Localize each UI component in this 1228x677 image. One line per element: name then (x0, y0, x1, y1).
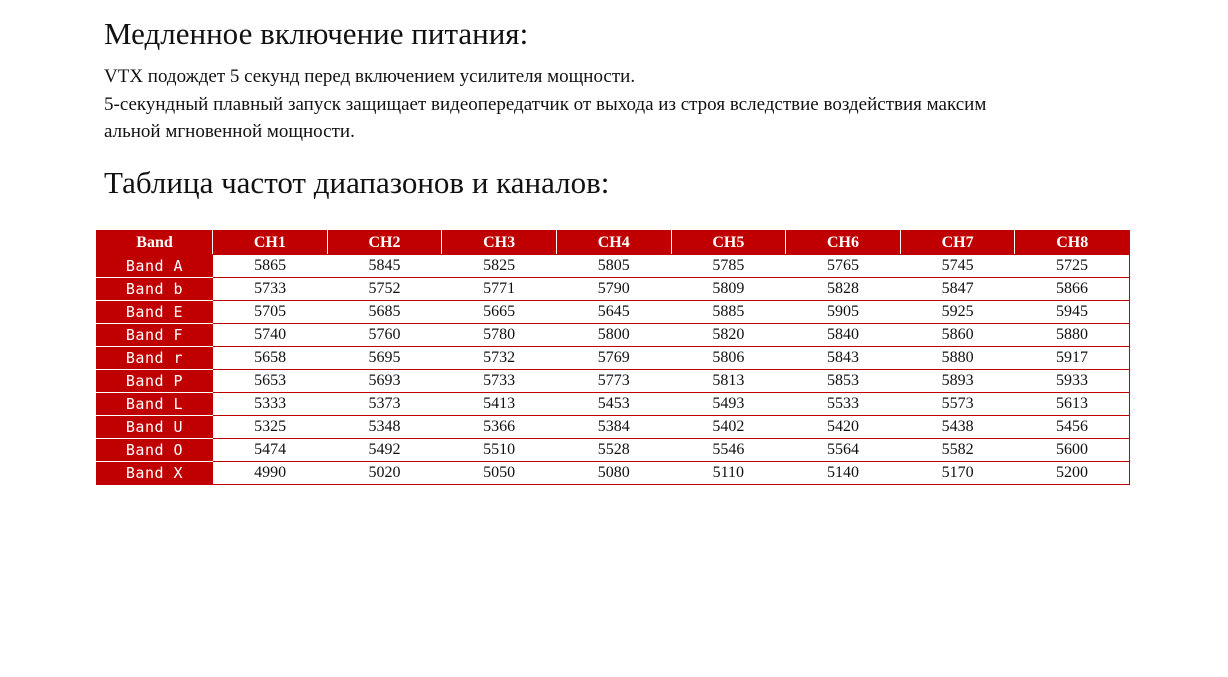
frequency-cell: 5820 (671, 324, 786, 347)
band-label-cell: Band P (97, 370, 213, 393)
frequency-cell: 5546 (671, 439, 786, 462)
frequency-cell: 5917 (1015, 347, 1130, 370)
soft-start-heading: Медленное включение питания: (104, 16, 529, 51)
frequency-table-body (97, 255, 1130, 485)
frequency-cell: 5945 (1015, 301, 1130, 324)
frequency-cell: 5828 (786, 278, 901, 301)
frequency-cell: 5860 (900, 324, 1015, 347)
soft-start-line-1: VTX подождет 5 секунд перед включением усилителя мощности. (104, 66, 636, 87)
frequency-cell: 5893 (900, 370, 1015, 393)
table-row (97, 416, 1130, 439)
frequency-cell: 5765 (786, 255, 901, 278)
frequency-table-heading: Таблица частот диапазонов и каналов: (104, 165, 610, 200)
frequency-table-header (97, 231, 1130, 255)
frequency-cell: 5453 (556, 393, 671, 416)
frequency-cell: 5528 (556, 439, 671, 462)
frequency-cell: 5773 (556, 370, 671, 393)
table-row (97, 347, 1130, 370)
table-row (97, 393, 1130, 416)
table-row (97, 462, 1130, 485)
frequency-cell: 5493 (671, 393, 786, 416)
frequency-cell: 5492 (327, 439, 442, 462)
band-label-cell: Band r (97, 347, 213, 370)
frequency-cell: 5806 (671, 347, 786, 370)
frequency-cell: 5474 (213, 439, 328, 462)
frequency-cell: 5885 (671, 301, 786, 324)
frequency-cell: 5805 (556, 255, 671, 278)
frequency-cell: 5800 (556, 324, 671, 347)
band-label-cell: Band L (97, 393, 213, 416)
band-label-cell: Band F (97, 324, 213, 347)
frequency-cell: 5333 (213, 393, 328, 416)
frequency-cell: 5865 (213, 255, 328, 278)
frequency-cell: 5933 (1015, 370, 1130, 393)
frequency-cell: 5740 (213, 324, 328, 347)
frequency-cell: 5050 (442, 462, 557, 485)
frequency-cell: 5420 (786, 416, 901, 439)
header-cell-ch1: CH1 (213, 231, 328, 255)
band-label-cell: Band O (97, 439, 213, 462)
frequency-cell: 5780 (442, 324, 557, 347)
band-label-cell: Band E (97, 301, 213, 324)
frequency-cell: 5771 (442, 278, 557, 301)
frequency-cell: 5438 (900, 416, 1015, 439)
frequency-cell: 5653 (213, 370, 328, 393)
table-row (97, 301, 1130, 324)
soft-start-line-2: 5-секундный плавный запуск защищает видеопередатчик от выхода из строя вследствие воздействия максим (104, 94, 987, 115)
frequency-cell: 5582 (900, 439, 1015, 462)
header-cell-ch6: CH6 (786, 231, 901, 255)
header-cell-ch5: CH5 (671, 231, 786, 255)
frequency-cell: 5140 (786, 462, 901, 485)
frequency-cell: 5456 (1015, 416, 1130, 439)
frequency-cell: 5840 (786, 324, 901, 347)
frequency-cell: 5366 (442, 416, 557, 439)
frequency-cell: 5866 (1015, 278, 1130, 301)
frequency-cell: 5733 (213, 278, 328, 301)
frequency-cell: 5384 (556, 416, 671, 439)
frequency-cell: 5785 (671, 255, 786, 278)
table-row (97, 324, 1130, 347)
frequency-cell: 5769 (556, 347, 671, 370)
frequency-cell: 5613 (1015, 393, 1130, 416)
frequency-cell: 5600 (1015, 439, 1130, 462)
frequency-cell: 5847 (900, 278, 1015, 301)
header-cell-band: Band (97, 231, 213, 255)
band-label-cell: Band U (97, 416, 213, 439)
header-cell-ch3: CH3 (442, 231, 557, 255)
frequency-cell: 5573 (900, 393, 1015, 416)
frequency-cell: 5705 (213, 301, 328, 324)
header-cell-ch2: CH2 (327, 231, 442, 255)
band-label-cell: Band b (97, 278, 213, 301)
header-row (97, 231, 1130, 255)
header-cell-ch4: CH4 (556, 231, 671, 255)
table-row (97, 370, 1130, 393)
frequency-cell: 5752 (327, 278, 442, 301)
frequency-cell: 5790 (556, 278, 671, 301)
frequency-cell: 5760 (327, 324, 442, 347)
frequency-cell: 5658 (213, 347, 328, 370)
frequency-cell: 5905 (786, 301, 901, 324)
frequency-cell: 5080 (556, 462, 671, 485)
frequency-table (96, 230, 1130, 485)
frequency-cell: 5880 (1015, 324, 1130, 347)
header-cell-ch8: CH8 (1015, 231, 1130, 255)
table-row (97, 278, 1130, 301)
frequency-cell: 5813 (671, 370, 786, 393)
frequency-cell: 5510 (442, 439, 557, 462)
frequency-cell: 5825 (442, 255, 557, 278)
frequency-cell: 5533 (786, 393, 901, 416)
frequency-cell: 5665 (442, 301, 557, 324)
frequency-cell: 5170 (900, 462, 1015, 485)
frequency-cell: 5845 (327, 255, 442, 278)
frequency-cell: 5402 (671, 416, 786, 439)
frequency-cell: 5733 (442, 370, 557, 393)
table-row (97, 439, 1130, 462)
frequency-cell: 5325 (213, 416, 328, 439)
frequency-cell: 5645 (556, 301, 671, 324)
soft-start-line-3: альной мгновенной мощности. (104, 121, 355, 142)
frequency-cell: 5880 (900, 347, 1015, 370)
header-cell-ch7: CH7 (900, 231, 1015, 255)
frequency-cell: 5809 (671, 278, 786, 301)
frequency-cell: 5745 (900, 255, 1015, 278)
frequency-cell: 5373 (327, 393, 442, 416)
band-label-cell: Band X (97, 462, 213, 485)
frequency-cell: 5685 (327, 301, 442, 324)
frequency-cell: 5695 (327, 347, 442, 370)
band-label-cell: Band A (97, 255, 213, 278)
frequency-cell: 5693 (327, 370, 442, 393)
table-row (97, 255, 1130, 278)
frequency-cell: 5843 (786, 347, 901, 370)
frequency-cell: 5413 (442, 393, 557, 416)
frequency-cell: 5564 (786, 439, 901, 462)
frequency-cell: 5732 (442, 347, 557, 370)
frequency-cell: 5925 (900, 301, 1015, 324)
frequency-cell: 5200 (1015, 462, 1130, 485)
frequency-cell: 5725 (1015, 255, 1130, 278)
frequency-cell: 4990 (213, 462, 328, 485)
frequency-cell: 5348 (327, 416, 442, 439)
frequency-cell: 5020 (327, 462, 442, 485)
frequency-cell: 5110 (671, 462, 786, 485)
frequency-cell: 5853 (786, 370, 901, 393)
